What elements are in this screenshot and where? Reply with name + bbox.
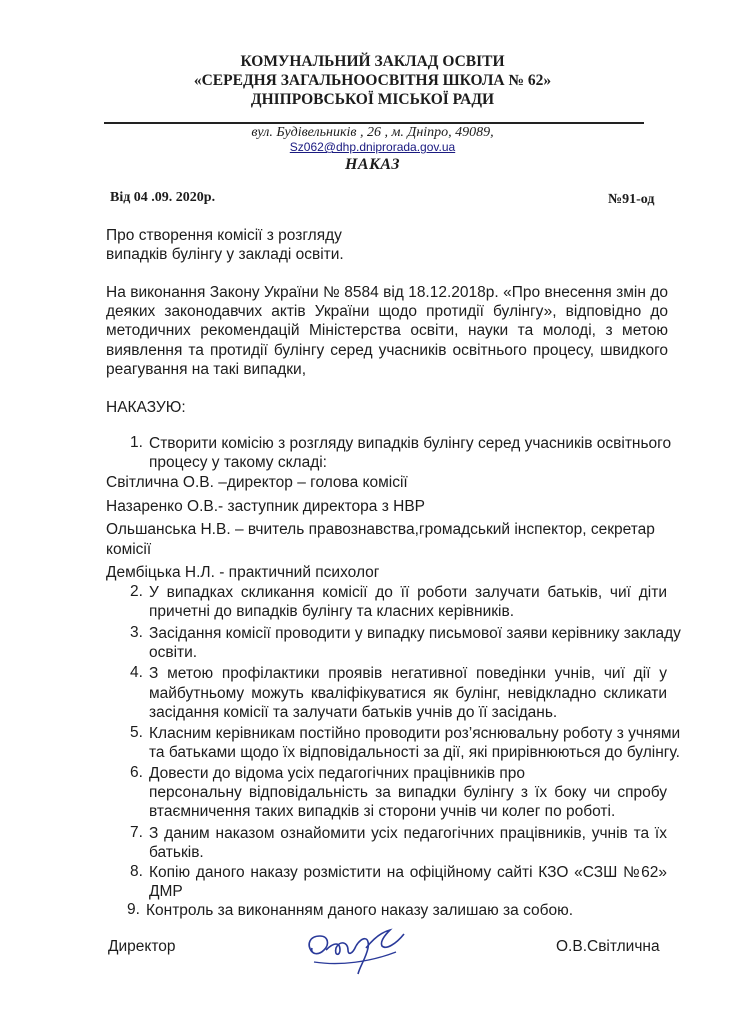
header-school-line: «СЕРЕДНЯ ЗАГАЛЬНООСВІТНЯ ШКОЛА № 62» — [193, 72, 552, 89]
item-number: 1. — [130, 434, 143, 451]
item-line: Класним керівникам постійно проводити роз’яснювальну роботу з учнями — [149, 725, 681, 742]
document-title: НАКАЗ — [344, 156, 401, 173]
item-number: 9. — [127, 901, 140, 918]
subject-line: Про створення комісії з розгляду — [106, 227, 342, 244]
item-line: та батьками щодо їх відповідальності за дії, які прирівнюються до булінгу. — [149, 744, 680, 761]
committee-member: Назаренко О.В.- заступник директора з НВР — [106, 498, 425, 515]
email-link[interactable]: Sz062@dhp.dniprorada.gov.ua — [289, 140, 456, 154]
item-number: 2. — [130, 583, 143, 600]
item-line: процесу у такому складі: — [149, 454, 327, 471]
header-council-line: ДНІПРОВСЬКОЇ МІСЬКОЇ РАДИ — [250, 91, 495, 108]
preamble-line: реагування на такі випадки, — [106, 361, 307, 378]
preamble-line: методичних рекомендацій Міністерства освіти, науки та молоді, з метою — [106, 322, 668, 339]
order-date: Від 04 .09. 2020р. — [110, 190, 216, 205]
signature-name: О.В.Світлична — [556, 938, 660, 955]
item-line: освіти. — [149, 644, 198, 661]
item-number: 7. — [130, 824, 143, 841]
header-address: вул. Будівельників , 26 , м. Дніпро, 49089, — [251, 125, 494, 140]
preamble-line: виявлення та протидії булінгу серед учасників освітнього процесу, швидкого — [106, 342, 668, 359]
item-number: 8. — [130, 863, 143, 880]
header-email[interactable] — [0, 140, 745, 154]
item-line: Створити комісію з розгляду випадків булінгу серед учасників освітнього — [149, 435, 672, 452]
committee-member: Дембіцька Н.Л. - практичний психолог — [106, 564, 380, 581]
item-line: З даним наказом ознайомити усіх педагогічних працівників, учнів та їх — [149, 825, 667, 842]
preamble-line: На виконання Закону України № 8584 від 18.12.2018р. «Про внесення змін до — [106, 284, 668, 301]
header-org-line: КОМУНАЛЬНИЙ ЗАКЛАД ОСВІТИ — [240, 53, 505, 70]
item-number: 4. — [130, 664, 143, 681]
handwritten-signature — [300, 922, 430, 980]
order-number: №91-од — [608, 192, 655, 207]
item-line: майбутньому можуть кваліфікуватися як булінг, невідкладно скликати — [149, 685, 667, 702]
item-line: втаємничення таких випадків зі сторони учнів чи колег по роботі. — [149, 803, 616, 820]
committee-member: комісії — [106, 541, 152, 558]
item-number: 3. — [130, 624, 143, 641]
item-line: засідання комісії та залучати батьків учнів до її засідань. — [149, 704, 558, 721]
item-line: Контроль за виконанням даного наказу залишаю за собою. — [146, 902, 574, 919]
item-number: 6. — [130, 764, 143, 781]
item-line: Довести до відома усіх педагогічних працівників про — [149, 765, 526, 782]
preamble-line: деяких законодавчих актів України щодо протидії булінгу», відповідно до — [106, 303, 668, 320]
item-line: персональну відповідальність за випадки булінгу з їх боку чи спробу — [149, 784, 667, 801]
item-line: Засідання комісії проводити у випадку письмової заяви керівнику закладу — [149, 625, 681, 642]
item-number: 5. — [130, 724, 143, 741]
item-line: Копію даного наказу розмістити на офіційному сайті КЗО «СЗШ №62» — [149, 864, 667, 881]
committee-member: Ольшанська Н.В. – вчитель правознавства,громадський інспектор, секретар — [106, 521, 655, 538]
order-heading: НАКАЗУЮ: — [106, 399, 186, 416]
item-line: причетні до випадків булінгу та класних керівників. — [149, 603, 515, 620]
item-line: У випадках скликання комісії до її роботи залучати батьків, чиї діти — [149, 584, 667, 601]
item-line: батьків. — [149, 844, 204, 861]
signature-position: Директор — [108, 938, 176, 955]
header-divider — [104, 122, 644, 124]
item-line: З метою профілактики проявів негативної поведінки учнів, чиї дії у — [149, 665, 667, 682]
item-line: ДМР — [149, 883, 183, 900]
committee-member: Світлична О.В. –директор – голова комісії — [106, 474, 408, 491]
subject-line: випадків булінгу у закладі освіти. — [106, 246, 344, 263]
